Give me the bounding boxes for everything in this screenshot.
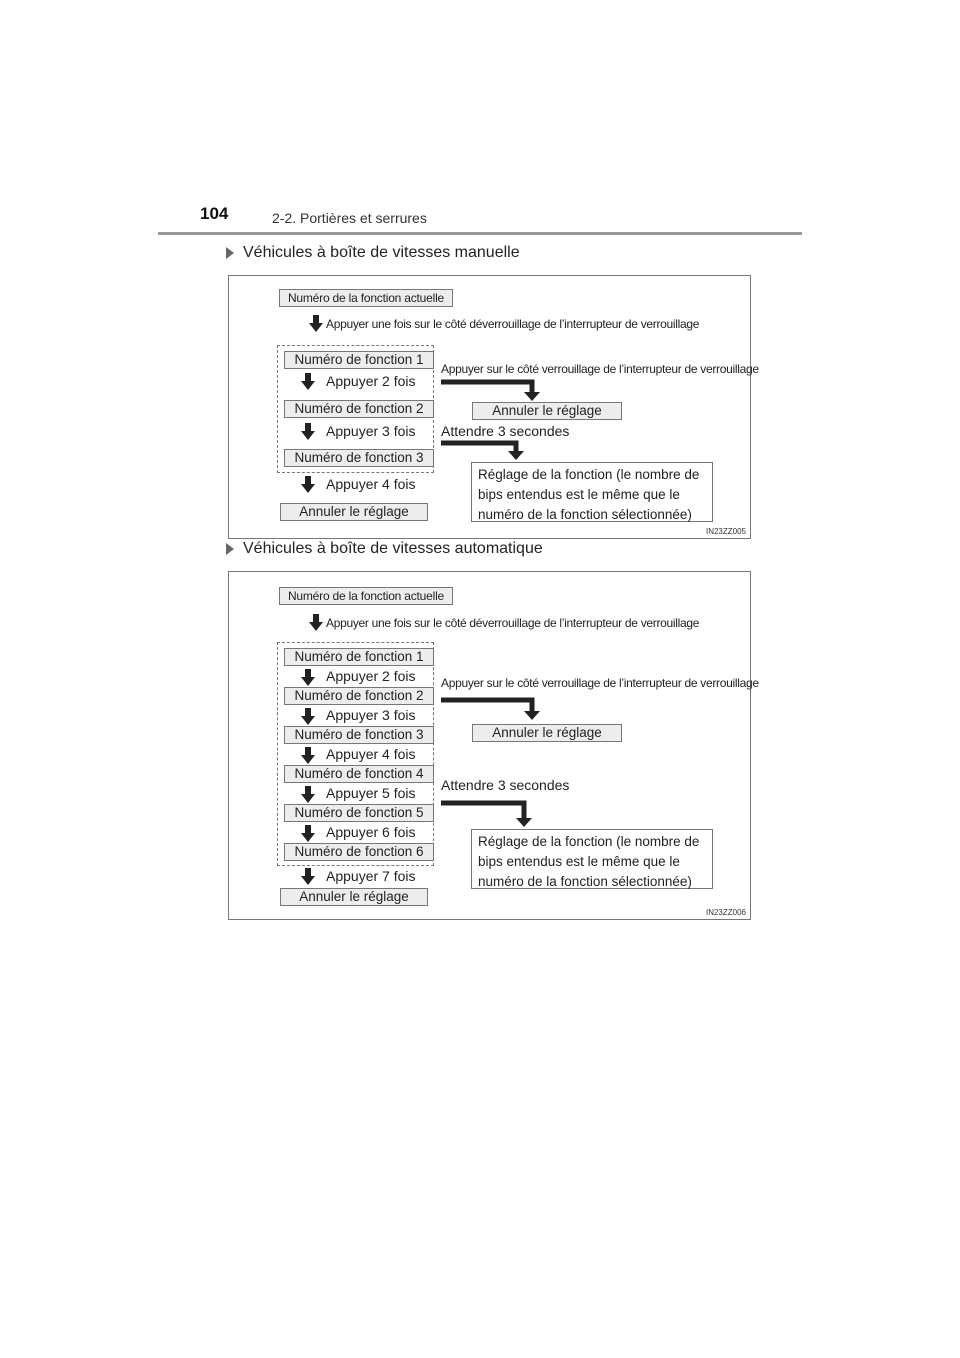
function-tag-6: Numéro de fonction 6 [284,843,434,861]
heading-manual-text: Véhicules à boîte de vitesses manuelle [243,244,520,261]
press-lock-text: Appuyer sur le côté verrouillage de l’interrupteur de verrouillage [441,362,759,376]
press-count-4: Appuyer 4 fois [326,476,416,492]
current-function-tag: Numéro de la fonction actuelle [279,289,453,307]
down-arrow-icon [301,476,315,493]
diagram-manual [228,275,759,539]
triangle-bullet-icon [226,247,234,259]
press-unlock-text: Appuyer une fois sur le côté déverrouillage de l’interrupteur de verrouillage [326,616,700,630]
function-tag-4: Numéro de fonction 4 [284,765,434,783]
result-line-3: numéro de la fonction sélectionnée) [478,507,692,522]
down-arrow-icon [309,614,323,631]
function-tag-1: Numéro de fonction 1 [284,351,434,369]
result-box [471,829,713,889]
heading-automatic [226,540,543,558]
down-arrow-icon [309,315,323,332]
figure-code: IN23ZZ006 [705,908,746,917]
press-unlock-text: Appuyer une fois sur le côté déverrouillage de l’interrupteur de verrouillage [326,317,700,331]
press-count-3: Appuyer 3 fois [326,707,416,723]
function-tag-5: Numéro de fonction 5 [284,804,434,822]
function-tag-1: Numéro de fonction 1 [284,648,434,666]
press-count-7: Appuyer 7 fois [326,868,416,884]
function-tag-2: Numéro de fonction 2 [284,400,434,418]
cancel-tag-right: Annuler le réglage [472,724,622,742]
triangle-bullet-icon [226,543,234,555]
result-line-2: bips entendus est le même que le [478,487,680,502]
press-count-2: Appuyer 2 fois [326,668,416,684]
function-tag-3: Numéro de fonction 3 [284,449,434,467]
result-line-1: Réglage de la fonction (le nombre de [478,467,700,482]
elbow-arrow-icon [441,700,540,720]
elbow-arrow-icon [441,443,524,460]
result-line-2: bips entendus est le même que le [478,854,680,869]
section-title: 2-2. Portières et serrures [272,210,427,226]
heading-manual [226,244,520,262]
press-count-6: Appuyer 6 fois [326,824,416,840]
down-arrow-icon [301,868,315,885]
function-tag-3: Numéro de fonction 3 [284,726,434,744]
wait-text: Attendre 3 secondes [441,777,570,793]
current-function-tag: Numéro de la fonction actuelle [279,587,453,605]
press-count-4: Appuyer 4 fois [326,746,416,762]
figure-code: IN23ZZ005 [705,527,746,536]
wait-text: Attendre 3 secondes [441,423,570,439]
cancel-tag-right: Annuler le réglage [472,402,622,420]
press-count-5: Appuyer 5 fois [326,785,416,801]
diagram-automatic [228,571,759,920]
function-tag-2: Numéro de fonction 2 [284,687,434,705]
elbow-arrow-icon [441,382,540,401]
result-box [471,462,713,522]
cancel-tag-left: Annuler le réglage [280,503,428,521]
elbow-arrow-icon [441,803,532,827]
result-line-3: numéro de la fonction sélectionnée) [478,874,692,889]
page-number: 104 [200,204,229,223]
press-lock-text: Appuyer sur le côté verrouillage de l’interrupteur de verrouillage [441,676,759,690]
cancel-tag-left: Annuler le réglage [280,888,428,906]
heading-automatic-text: Véhicules à boîte de vitesses automatique [243,540,543,557]
press-count-2: Appuyer 2 fois [326,373,416,389]
press-count-3: Appuyer 3 fois [326,423,416,439]
result-line-1: Réglage de la fonction (le nombre de [478,834,700,849]
header-rule [158,232,802,235]
